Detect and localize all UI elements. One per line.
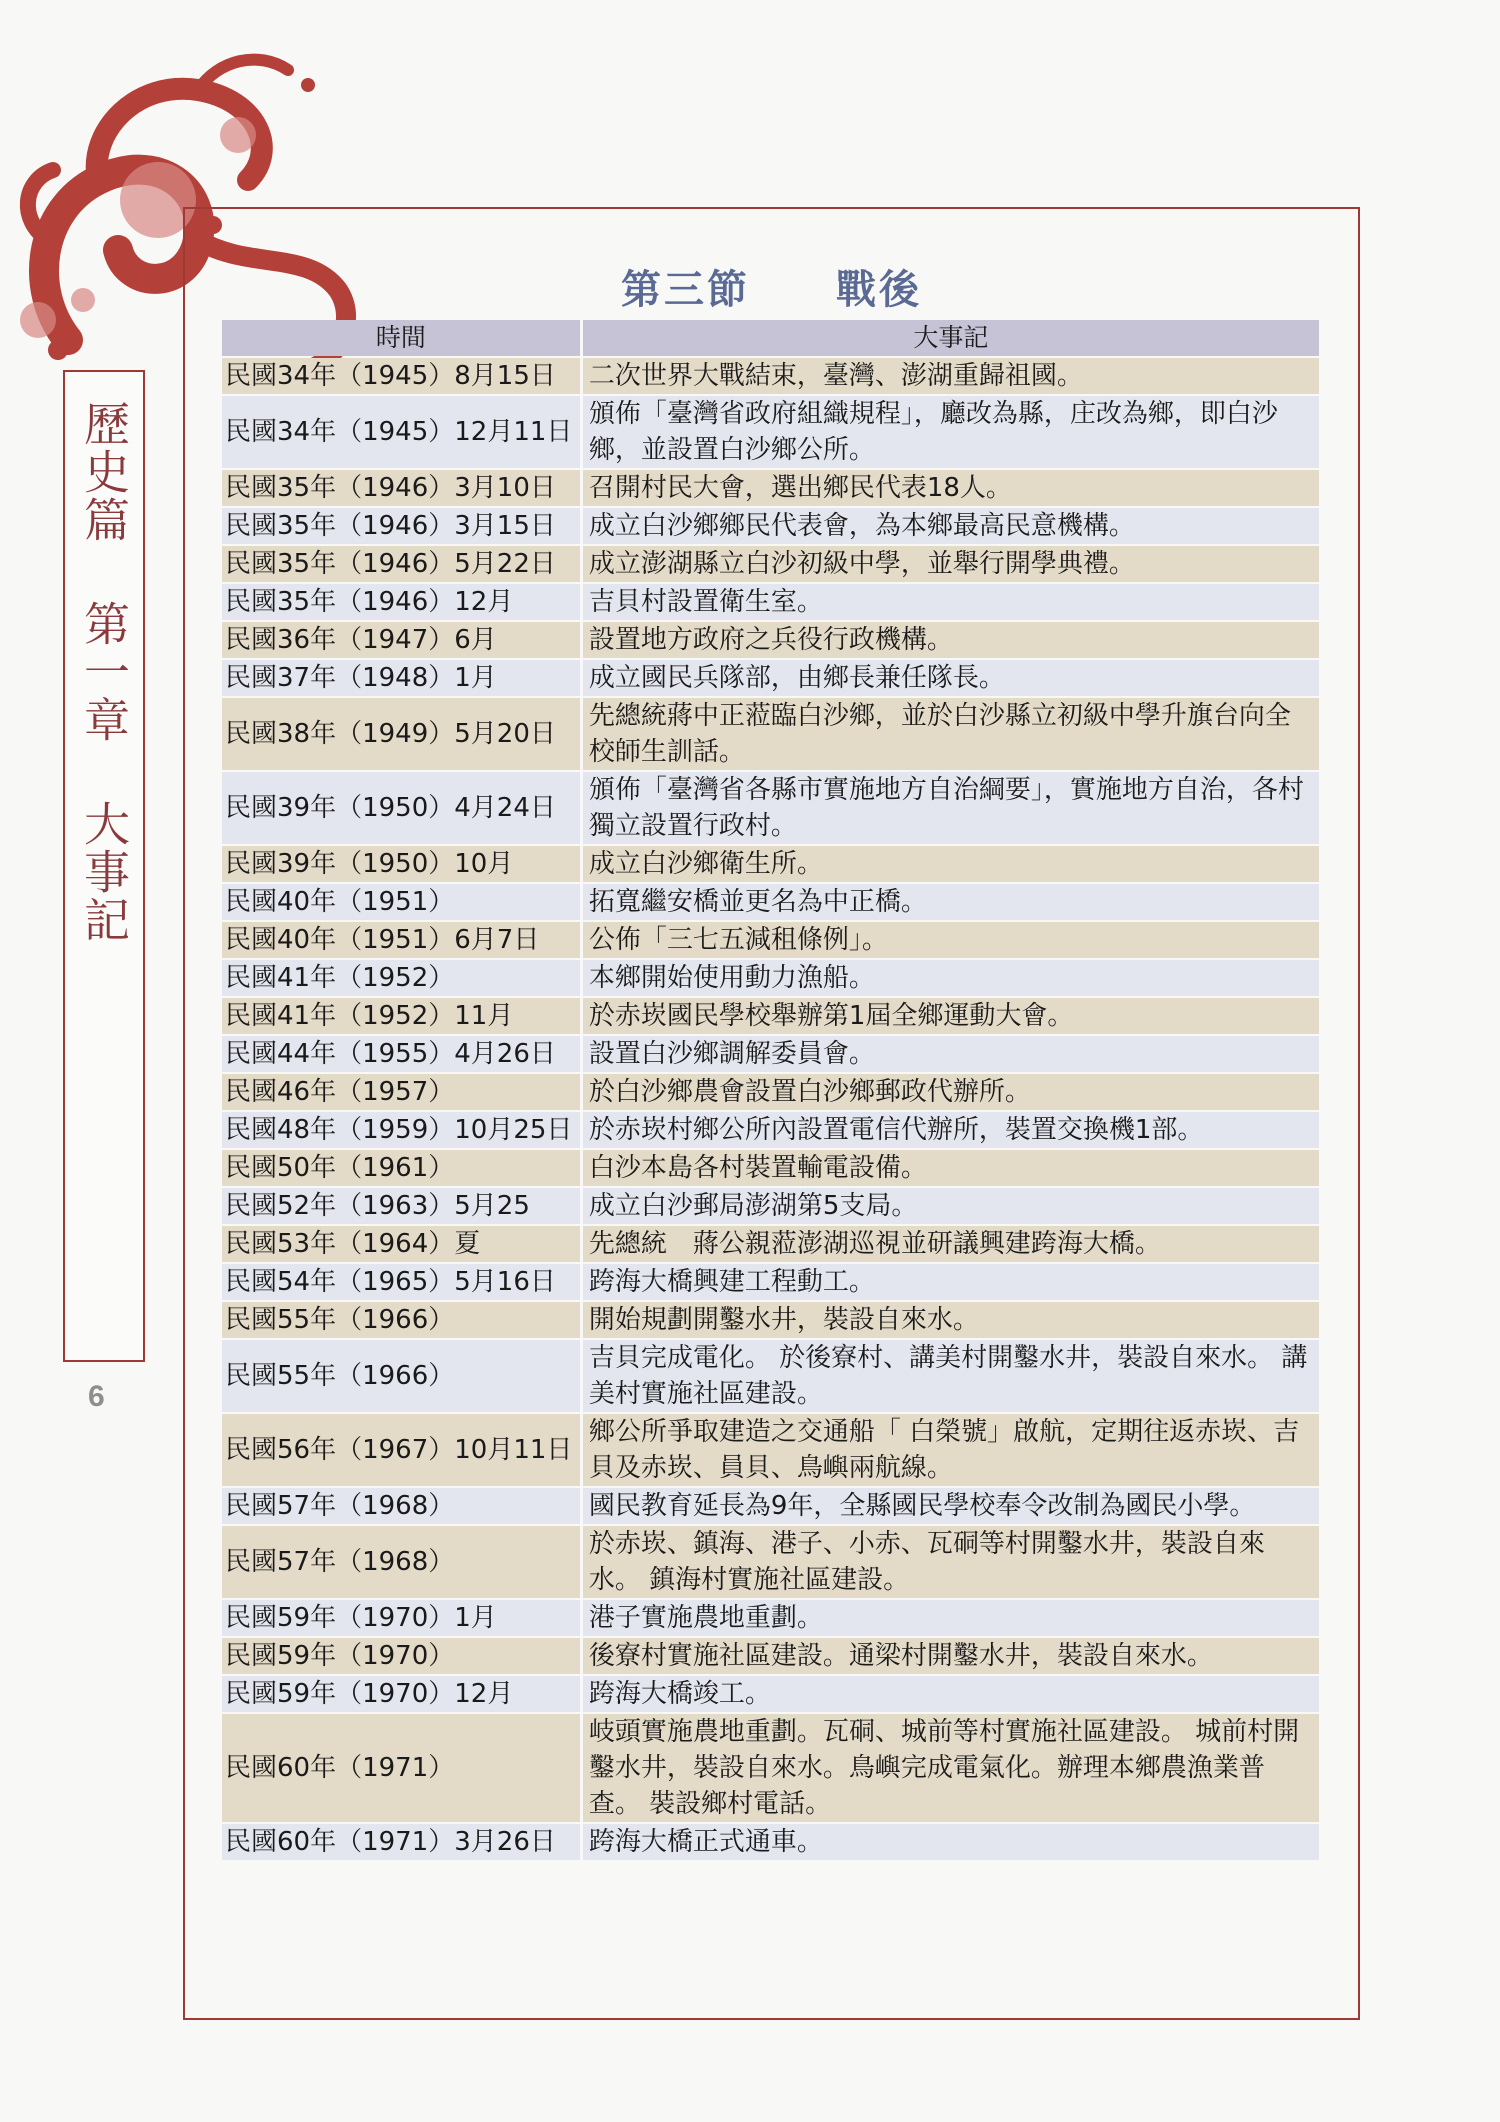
table-header-row [222,320,1319,356]
table-row [222,470,1319,506]
table-row [222,1302,1319,1338]
table-row [222,546,1319,582]
row-event: 國民教育延長為9年，全縣國民學校奉令改制為國民小學。 [580,1488,1319,1524]
row-time: 民國38年（1949）5月20日 [222,698,580,770]
row-event: 先總統蔣中正蒞臨白沙鄉，並於白沙縣立初級中學升旗台向全校師生訓話。 [580,698,1319,770]
row-time: 民國57年（1968） [222,1526,580,1598]
row-time: 民國57年（1968） [222,1488,580,1524]
table-row [222,508,1319,544]
table-row [222,1414,1319,1486]
chapter-side-tab [63,370,145,1362]
row-event: 拓寬繼安橋並更名為中正橋。 [580,884,1319,920]
table-row [222,1036,1319,1072]
table-row [222,660,1319,696]
table-row [222,358,1319,394]
table-row [222,998,1319,1034]
row-event: 本鄉開始使用動力漁船。 [580,960,1319,996]
page-number: 6 [88,1380,105,1413]
row-event: 跨海大橋興建工程動工。 [580,1264,1319,1300]
row-time: 民國39年（1950）4月24日 [222,772,580,844]
table-row [222,1150,1319,1186]
row-time: 民國52年（1963）5月25 [222,1188,580,1224]
row-time: 民國54年（1965）5月16日 [222,1264,580,1300]
table-row [222,884,1319,920]
row-event: 頒佈「臺灣省各縣市實施地方自治綱要」，實施地方自治，各村獨立設置行政村。 [580,772,1319,844]
row-event: 吉貝完成電化。 於後寮村、講美村開鑿水井，裝設自來水。 講美村實施社區建設。 [580,1340,1319,1412]
table-row [222,622,1319,658]
row-event: 召開村民大會，選出鄉民代表18人。 [580,470,1319,506]
row-time: 民國36年（1947）6月 [222,622,580,658]
row-event: 成立澎湖縣立白沙初級中學，並舉行開學典禮。 [580,546,1319,582]
table-row [222,1264,1319,1300]
row-time: 民國40年（1951） [222,884,580,920]
table-row [222,1226,1319,1262]
row-event: 二次世界大戰結束，臺灣、澎湖重歸祖國。 [580,358,1319,394]
row-event: 鄉公所爭取建造之交通船「 白榮號」啟航，定期往返赤崁、吉貝及赤崁、員貝、鳥嶼兩航線。 [580,1414,1319,1486]
row-time: 民國59年（1970）1月 [222,1600,580,1636]
section-title: 第三節 戰後 [621,266,922,313]
row-event: 於赤崁村鄉公所內設置電信代辦所，裝置交換機1部。 [580,1112,1319,1148]
table-row [222,698,1319,770]
row-event: 港子實施農地重劃。 [580,1600,1319,1636]
row-event: 岐頭實施農地重劃。瓦硐、城前等村實施社區建設。 城前村開鑿水井，裝設自來水。鳥嶼完成電氣化。辦理本鄉農漁業普查。 裝設鄉村電話。 [580,1714,1319,1822]
row-time: 民國39年（1950）10月 [222,846,580,882]
row-time: 民國59年（1970）12月 [222,1676,580,1712]
row-time: 民國53年（1964）夏 [222,1226,580,1262]
row-time: 民國35年（1946）3月15日 [222,508,580,544]
row-time: 民國60年（1971） [222,1714,580,1822]
row-event: 成立國民兵隊部，由鄉長兼任隊長。 [580,660,1319,696]
table-row [222,1488,1319,1524]
row-time: 民國50年（1961） [222,1150,580,1186]
table-row [222,922,1319,958]
table-row [222,1188,1319,1224]
row-event: 後寮村實施社區建設。通梁村開鑿水井，裝設自來水。 [580,1638,1319,1674]
table-row [222,772,1319,844]
header-event: 大事記 [580,320,1319,356]
table-row [222,960,1319,996]
table-row [222,1638,1319,1674]
row-time: 民國35年（1946）5月22日 [222,546,580,582]
row-time: 民國40年（1951）6月7日 [222,922,580,958]
row-event: 吉貝村設置衛生室。 [580,584,1319,620]
row-event: 跨海大橋竣工。 [580,1676,1319,1712]
row-event: 於赤崁國民學校舉辦第1屆全鄉運動大會。 [580,998,1319,1034]
row-event: 成立白沙郵局澎湖第5支局。 [580,1188,1319,1224]
row-event: 於赤崁、鎮海、港子、小赤、瓦硐等村開鑿水井，裝設自來水。 鎮海村實施社區建設。 [580,1526,1319,1598]
row-event: 設置地方政府之兵役行政機構。 [580,622,1319,658]
row-time: 民國46年（1957） [222,1074,580,1110]
table-row [222,846,1319,882]
table-row [222,1824,1319,1860]
table-row [222,1074,1319,1110]
table-row [222,1112,1319,1148]
row-event: 成立白沙鄉衛生所。 [580,846,1319,882]
row-event: 成立白沙鄉鄉民代表會，為本鄉最高民意機構。 [580,508,1319,544]
row-time: 民國48年（1959）10月25日 [222,1112,580,1148]
row-time: 民國55年（1966） [222,1340,580,1412]
timeline-table [222,318,1319,1862]
table-row [222,1526,1319,1598]
row-time: 民國56年（1967）10月11日 [222,1414,580,1486]
row-time: 民國37年（1948）1月 [222,660,580,696]
row-event: 開始規劃開鑿水井，裝設自來水。 [580,1302,1319,1338]
chapter-vertical-title: 歷史篇 第一章 大事記 [77,400,131,944]
row-time: 民國59年（1970） [222,1638,580,1674]
table-row [222,1340,1319,1412]
row-time: 民國35年（1946）3月10日 [222,470,580,506]
table-row [222,584,1319,620]
table-row [222,396,1319,468]
table-row [222,1714,1319,1822]
row-time: 民國55年（1966） [222,1302,580,1338]
row-time: 民國41年（1952）11月 [222,998,580,1034]
table-row [222,1676,1319,1712]
table-row [222,1600,1319,1636]
row-event: 跨海大橋正式通車。 [580,1824,1319,1860]
row-time: 民國41年（1952） [222,960,580,996]
row-time: 民國34年（1945）12月11日 [222,396,580,468]
row-time: 民國44年（1955）4月26日 [222,1036,580,1072]
row-time: 民國60年（1971）3月26日 [222,1824,580,1860]
row-time: 民國35年（1946）12月 [222,584,580,620]
row-event: 先總統 蔣公親蒞澎湖巡視並研議興建跨海大橋。 [580,1226,1319,1262]
row-event: 頒佈「臺灣省政府組織規程」，廳改為縣，庄改為鄉，即白沙鄉，並設置白沙鄉公所。 [580,396,1319,468]
row-event: 公佈「三七五減租條例」。 [580,922,1319,958]
row-time: 民國34年（1945）8月15日 [222,358,580,394]
header-time: 時間 [222,320,580,356]
row-event: 設置白沙鄉調解委員會。 [580,1036,1319,1072]
row-event: 白沙本島各村裝置輸電設備。 [580,1150,1319,1186]
row-event: 於白沙鄉農會設置白沙鄉郵政代辦所。 [580,1074,1319,1110]
